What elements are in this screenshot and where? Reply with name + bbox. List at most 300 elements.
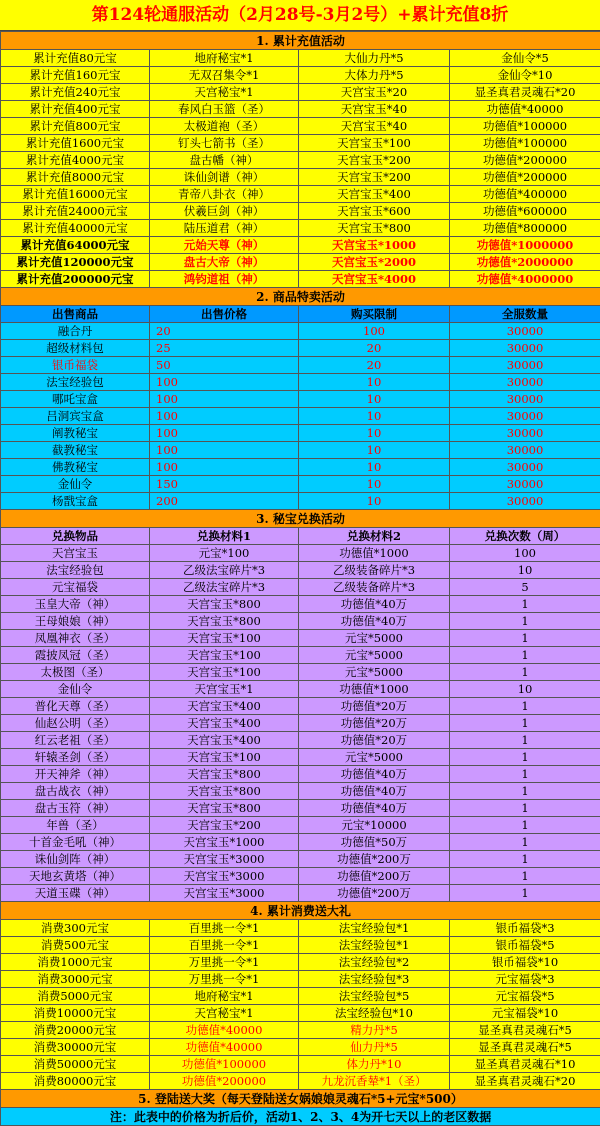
table-cell-3: 元宝*5000 (299, 630, 450, 647)
header-cell-3: 购买限制 (299, 306, 450, 323)
table-cell-2: 元始天尊（神） (150, 237, 299, 254)
table-cell-4: 1 (450, 800, 600, 817)
header-cell-2: 兑换材料1 (150, 528, 299, 545)
table-cell-2: 万里挑一令*1 (150, 971, 299, 988)
table-cell-3: 功德值*40万 (299, 596, 450, 613)
table-cell-3: 10 (299, 493, 450, 510)
header-cell-2: 出售价格 (150, 306, 299, 323)
table-cell-3: 功德值*40万 (299, 613, 450, 630)
table-cell-1: 消费10000元宝 (1, 1005, 150, 1022)
table-cell-3: 天宫宝玉*40 (299, 118, 450, 135)
table-row (1, 118, 600, 135)
table-cell-3: 10 (299, 408, 450, 425)
table-cell-3: 天宫宝玉*200 (299, 152, 450, 169)
table-row (1, 715, 600, 732)
table-cell-3: 元宝*5000 (299, 664, 450, 681)
table-cell-2: 20 (150, 323, 299, 340)
header-cell-1: 出售商品 (1, 306, 150, 323)
table-cell-3: 法宝经验包*3 (299, 971, 450, 988)
table-row (1, 323, 600, 340)
table-cell-4: 功德值*400000 (450, 186, 600, 203)
table-cell-1: 消费5000元宝 (1, 988, 150, 1005)
table-cell-4: 显圣真君灵魂石*5 (450, 1039, 600, 1056)
table-cell-4: 显圣真君灵魂石*20 (450, 1073, 600, 1090)
table-cell-4: 30000 (450, 391, 600, 408)
table-cell-3: 法宝经验包*1 (299, 937, 450, 954)
table-cell-4: 30000 (450, 357, 600, 374)
table-cell-1: 银币福袋 (1, 357, 150, 374)
table-row (1, 562, 600, 579)
table-row (1, 237, 600, 254)
header-cell-4: 全服数量 (450, 306, 600, 323)
table-cell-1: 吕洞宾宝盒 (1, 408, 150, 425)
table-row (1, 647, 600, 664)
table-cell-2: 天宫宝玉*100 (150, 749, 299, 766)
table-cell-4: 显圣真君灵魂石*5 (450, 1022, 600, 1039)
table-row (1, 545, 600, 562)
table-cell-1: 杨戬宝盒 (1, 493, 150, 510)
table-row (1, 1056, 600, 1073)
table-cell-2: 天宫宝玉*3000 (150, 851, 299, 868)
table-cell-2: 春风白玉篮（圣） (150, 101, 299, 118)
table-cell-2: 25 (150, 340, 299, 357)
section2-title: 2. 商品特卖活动 (1, 288, 600, 306)
table-cell-2: 天宫宝玉*100 (150, 664, 299, 681)
table-row (1, 374, 600, 391)
table-cell-3: 天宫宝玉*20 (299, 84, 450, 101)
section4-title: 4. 累计消费送大礼 (1, 902, 600, 920)
table-cell-3: 元宝*5000 (299, 749, 450, 766)
table-row (1, 732, 600, 749)
table-cell-1: 累计充值80元宝 (1, 50, 150, 67)
table-cell-2: 100 (150, 391, 299, 408)
table-row (1, 596, 600, 613)
section5-title: 5. 登陆送大奖（每天登陆送女娲娘娘灵魂石*5+元宝*500） (1, 1090, 600, 1108)
table-cell-1: 累计充值24000元宝 (1, 203, 150, 220)
table-cell-3: 天宫宝玉*4000 (299, 271, 450, 288)
section4-title-row (1, 902, 600, 920)
table-cell-1: 十首金毛吼（神） (1, 834, 150, 851)
table-cell-3: 功德值*200万 (299, 868, 450, 885)
table-cell-4: 元宝福袋*3 (450, 971, 600, 988)
table-cell-4: 显圣真君灵魂石*20 (450, 84, 600, 101)
table-cell-3: 精力丹*5 (299, 1022, 450, 1039)
table-cell-2: 天宫宝玉*400 (150, 715, 299, 732)
table-cell-1: 累计充值240元宝 (1, 84, 150, 101)
table-row (1, 937, 600, 954)
table-row (1, 357, 600, 374)
table-cell-4: 显圣真君灵魂石*10 (450, 1056, 600, 1073)
table-row (1, 101, 600, 118)
table-cell-4: 银币福袋*5 (450, 937, 600, 954)
table-cell-4: 1 (450, 715, 600, 732)
table-cell-4: 功德值*1000000 (450, 237, 600, 254)
table-cell-2: 陆压道君（神） (150, 220, 299, 237)
table-row (1, 783, 600, 800)
table-cell-1: 累计充值64000元宝 (1, 237, 150, 254)
table-cell-1: 佛教秘宝 (1, 459, 150, 476)
table-cell-1: 霞披凤冠（圣） (1, 647, 150, 664)
table-cell-2: 100 (150, 442, 299, 459)
table-cell-3: 100 (299, 323, 450, 340)
table-cell-3: 法宝经验包*10 (299, 1005, 450, 1022)
table-row (1, 579, 600, 596)
table-cell-3: 10 (299, 442, 450, 459)
table-cell-2: 200 (150, 493, 299, 510)
table-cell-3: 功德值*1000 (299, 545, 450, 562)
table-cell-1: 法宝经验包 (1, 562, 150, 579)
header-cell-4: 兑换次数（周） (450, 528, 600, 545)
activity-table (0, 31, 600, 1126)
table-cell-4: 元宝福袋*10 (450, 1005, 600, 1022)
table-cell-3: 天宫宝玉*100 (299, 135, 450, 152)
table-cell-1: 金仙令 (1, 681, 150, 698)
table-row (1, 425, 600, 442)
table-cell-1: 累计充值8000元宝 (1, 169, 150, 186)
table-cell-2: 百里挑一令*1 (150, 937, 299, 954)
table-cell-2: 天宫宝玉*100 (150, 630, 299, 647)
table-cell-2: 盘古幡（神） (150, 152, 299, 169)
table-cell-2: 天宫宝玉*100 (150, 647, 299, 664)
table-row (1, 817, 600, 834)
table-cell-1: 天宫宝玉 (1, 545, 150, 562)
table-cell-1: 累计充值160元宝 (1, 67, 150, 84)
table-row (1, 271, 600, 288)
table-cell-2: 100 (150, 374, 299, 391)
table-row (1, 834, 600, 851)
table-cell-2: 钉头七箭书（圣） (150, 135, 299, 152)
table-cell-1: 累计充值120000元宝 (1, 254, 150, 271)
page-title: 第124轮通服活动（2月28号-3月2号）+累计充值8折 (0, 0, 600, 31)
table-cell-3: 天宫宝玉*400 (299, 186, 450, 203)
table-row (1, 681, 600, 698)
header-cell-1: 兑换物品 (1, 528, 150, 545)
table-cell-3: 功德值*1000 (299, 681, 450, 698)
table-cell-4: 30000 (450, 493, 600, 510)
table-cell-3: 功德值*20万 (299, 698, 450, 715)
table-cell-2: 50 (150, 357, 299, 374)
table-cell-1: 红云老祖（圣） (1, 732, 150, 749)
table-cell-4: 100 (450, 545, 600, 562)
table-cell-3: 天宫宝玉*200 (299, 169, 450, 186)
table-cell-1: 太极图（圣） (1, 664, 150, 681)
table-cell-3: 元宝*10000 (299, 817, 450, 834)
table-cell-3: 10 (299, 459, 450, 476)
table-row (1, 220, 600, 237)
table-cell-4: 功德值*2000000 (450, 254, 600, 271)
table-row (1, 800, 600, 817)
table-cell-4: 30000 (450, 425, 600, 442)
table-cell-1: 阐教秘宝 (1, 425, 150, 442)
header-row (1, 306, 600, 323)
table-row (1, 664, 600, 681)
table-cell-1: 截教秘宝 (1, 442, 150, 459)
table-cell-2: 乙级法宝碎片*3 (150, 579, 299, 596)
table-cell-1: 哪吒宝盒 (1, 391, 150, 408)
table-cell-2: 青帝八卦衣（神） (150, 186, 299, 203)
table-cell-4: 30000 (450, 408, 600, 425)
table-row (1, 1073, 600, 1090)
table-cell-4: 功德值*40000 (450, 101, 600, 118)
section3-title: 3. 秘宝兑换活动 (1, 510, 600, 528)
table-cell-2: 天宫宝玉*3000 (150, 868, 299, 885)
table-cell-1: 累计充值200000元宝 (1, 271, 150, 288)
section2-title-row (1, 288, 600, 306)
table-row (1, 84, 600, 101)
table-row (1, 67, 600, 84)
header-cell-3: 兑换材料2 (299, 528, 450, 545)
table-cell-2: 150 (150, 476, 299, 493)
table-cell-3: 天宫宝玉*2000 (299, 254, 450, 271)
table-cell-1: 消费50000元宝 (1, 1056, 150, 1073)
table-row (1, 152, 600, 169)
table-cell-3: 天宫宝玉*600 (299, 203, 450, 220)
table-cell-4: 功德值*4000000 (450, 271, 600, 288)
table-cell-3: 10 (299, 374, 450, 391)
table-row (1, 1005, 600, 1022)
table-cell-3: 元宝*5000 (299, 647, 450, 664)
table-row (1, 988, 600, 1005)
table-cell-3: 20 (299, 357, 450, 374)
table-cell-2: 天宫宝玉*3000 (150, 885, 299, 902)
table-cell-1: 消费3000元宝 (1, 971, 150, 988)
table-cell-2: 天宫宝玉*400 (150, 732, 299, 749)
table-cell-2: 天宫宝玉*800 (150, 766, 299, 783)
table-cell-1: 元宝福袋 (1, 579, 150, 596)
table-row (1, 50, 600, 67)
table-cell-2: 万里挑一令*1 (150, 954, 299, 971)
table-row (1, 885, 600, 902)
table-cell-4: 30000 (450, 476, 600, 493)
table-cell-3: 仙力丹*5 (299, 1039, 450, 1056)
table-cell-4: 1 (450, 613, 600, 630)
table-cell-3: 功德值*200万 (299, 885, 450, 902)
table-cell-4: 10 (450, 562, 600, 579)
table-cell-2: 天宫宝玉*400 (150, 698, 299, 715)
table-cell-2: 100 (150, 459, 299, 476)
table-cell-4: 功德值*100000 (450, 118, 600, 135)
table-cell-1: 消费300元宝 (1, 920, 150, 937)
table-cell-2: 天宫宝玉*800 (150, 596, 299, 613)
table-cell-3: 九龙沉香辇*1（圣） (299, 1073, 450, 1090)
footer-note: 注：此表中的价格为折后价，活动1、2、3、4为开七天以上的老区数据 (1, 1108, 600, 1126)
table-cell-1: 累计充值4000元宝 (1, 152, 150, 169)
table-cell-4: 1 (450, 885, 600, 902)
table-cell-1: 凤凰神衣（圣） (1, 630, 150, 647)
table-cell-3: 大仙力丹*5 (299, 50, 450, 67)
table-cell-2: 太极道袍（圣） (150, 118, 299, 135)
table-row (1, 698, 600, 715)
table-cell-4: 1 (450, 851, 600, 868)
table-cell-2: 百里挑一令*1 (150, 920, 299, 937)
table-row (1, 459, 600, 476)
table-cell-1: 消费30000元宝 (1, 1039, 150, 1056)
table-cell-1: 法宝经验包 (1, 374, 150, 391)
table-cell-4: 功德值*200000 (450, 169, 600, 186)
table-cell-4: 30000 (450, 323, 600, 340)
table-row (1, 1039, 600, 1056)
table-cell-2: 鸿钧道祖（神） (150, 271, 299, 288)
table-cell-3: 天宫宝玉*1000 (299, 237, 450, 254)
table-cell-4: 功德值*600000 (450, 203, 600, 220)
table-cell-1: 累计充值40000元宝 (1, 220, 150, 237)
table-cell-2: 天宫宝玉*1 (150, 681, 299, 698)
table-cell-3: 功德值*20万 (299, 732, 450, 749)
table-cell-1: 诛仙剑阵（神） (1, 851, 150, 868)
table-cell-2: 功德值*200000 (150, 1073, 299, 1090)
table-cell-4: 1 (450, 630, 600, 647)
table-cell-1: 盘古战衣（神） (1, 783, 150, 800)
table-row (1, 186, 600, 203)
table-row (1, 135, 600, 152)
table-row (1, 254, 600, 271)
section3-title-row (1, 510, 600, 528)
table-row (1, 868, 600, 885)
table-cell-4: 功德值*200000 (450, 152, 600, 169)
table-cell-1: 王母娘娘（神） (1, 613, 150, 630)
table-cell-2: 功德值*100000 (150, 1056, 299, 1073)
table-cell-3: 功德值*200万 (299, 851, 450, 868)
table-cell-2: 天宫宝玉*200 (150, 817, 299, 834)
table-row (1, 169, 600, 186)
table-cell-3: 法宝经验包*5 (299, 988, 450, 1005)
table-cell-2: 天宫宝玉*800 (150, 783, 299, 800)
table-cell-4: 1 (450, 766, 600, 783)
table-cell-3: 20 (299, 340, 450, 357)
table-cell-1: 年兽（圣） (1, 817, 150, 834)
table-cell-4: 30000 (450, 374, 600, 391)
table-cell-2: 100 (150, 425, 299, 442)
table-cell-4: 30000 (450, 442, 600, 459)
table-cell-3: 功德值*40万 (299, 800, 450, 817)
table-cell-1: 消费80000元宝 (1, 1073, 150, 1090)
table-row (1, 920, 600, 937)
table-cell-4: 金仙令*10 (450, 67, 600, 84)
table-cell-4: 元宝福袋*5 (450, 988, 600, 1005)
table-cell-1: 盘古玉符（神） (1, 800, 150, 817)
table-cell-3: 体力丹*10 (299, 1056, 450, 1073)
table-cell-1: 累计充值800元宝 (1, 118, 150, 135)
table-cell-4: 功德值*800000 (450, 220, 600, 237)
table-cell-2: 天宫宝玉*1000 (150, 834, 299, 851)
table-row (1, 971, 600, 988)
table-cell-4: 金仙令*5 (450, 50, 600, 67)
table-row (1, 408, 600, 425)
footer-note-row (1, 1108, 600, 1126)
table-cell-4: 30000 (450, 340, 600, 357)
table-cell-3: 大体力丹*5 (299, 67, 450, 84)
table-cell-4: 1 (450, 834, 600, 851)
table-cell-3: 功德值*40万 (299, 766, 450, 783)
table-cell-2: 100 (150, 408, 299, 425)
table-row (1, 476, 600, 493)
table-cell-1: 累计充值16000元宝 (1, 186, 150, 203)
table-cell-2: 功德值*40000 (150, 1022, 299, 1039)
table-cell-1: 仙赵公明（圣） (1, 715, 150, 732)
table-cell-1: 玉皇大帝（神） (1, 596, 150, 613)
table-cell-2: 功德值*40000 (150, 1039, 299, 1056)
table-cell-1: 轩辕圣剑（圣） (1, 749, 150, 766)
table-row (1, 493, 600, 510)
table-cell-2: 伏羲巨剑（神） (150, 203, 299, 220)
table-row (1, 340, 600, 357)
table-row (1, 203, 600, 220)
table-cell-1: 累计充值400元宝 (1, 101, 150, 118)
table-cell-3: 功德值*50万 (299, 834, 450, 851)
table-cell-3: 乙级装备碎片*3 (299, 579, 450, 596)
table-row (1, 954, 600, 971)
table-cell-3: 10 (299, 476, 450, 493)
table-cell-4: 功德值*100000 (450, 135, 600, 152)
table-cell-4: 1 (450, 664, 600, 681)
table-row (1, 851, 600, 868)
table-cell-3: 功德值*20万 (299, 715, 450, 732)
section1-title-row (1, 32, 600, 50)
header-row (1, 528, 600, 545)
table-cell-3: 天宫宝玉*40 (299, 101, 450, 118)
section1-title: 1. 累计充值活动 (1, 32, 600, 50)
table-cell-1: 融合丹 (1, 323, 150, 340)
table-cell-1: 累计充值1600元宝 (1, 135, 150, 152)
table-cell-4: 1 (450, 647, 600, 664)
table-cell-2: 天宫宝玉*800 (150, 613, 299, 630)
table-cell-1: 天道玉碟（神） (1, 885, 150, 902)
table-cell-2: 天宫秘宝*1 (150, 84, 299, 101)
table-row (1, 766, 600, 783)
table-cell-1: 消费1000元宝 (1, 954, 150, 971)
table-cell-4: 30000 (450, 459, 600, 476)
table-row (1, 630, 600, 647)
table-cell-4: 1 (450, 817, 600, 834)
table-cell-4: 1 (450, 732, 600, 749)
table-row (1, 1022, 600, 1039)
table-row (1, 391, 600, 408)
table-cell-2: 地府秘宝*1 (150, 988, 299, 1005)
table-cell-1: 金仙令 (1, 476, 150, 493)
table-cell-1: 消费20000元宝 (1, 1022, 150, 1039)
table-cell-4: 银币福袋*3 (450, 920, 600, 937)
section5-title-row (1, 1090, 600, 1108)
table-cell-1: 超级材料包 (1, 340, 150, 357)
table-cell-2: 盘古大帝（神） (150, 254, 299, 271)
table-cell-2: 无双召集令*1 (150, 67, 299, 84)
table-cell-4: 1 (450, 783, 600, 800)
table-cell-3: 法宝经验包*2 (299, 954, 450, 971)
table-row (1, 442, 600, 459)
table-cell-2: 元宝*100 (150, 545, 299, 562)
table-cell-2: 诛仙剑谱（神） (150, 169, 299, 186)
table-cell-2: 天宫秘宝*1 (150, 1005, 299, 1022)
table-cell-3: 10 (299, 425, 450, 442)
table-cell-4: 银币福袋*10 (450, 954, 600, 971)
table-cell-4: 5 (450, 579, 600, 596)
table-cell-1: 天地玄黄塔（神） (1, 868, 150, 885)
table-cell-2: 地府秘宝*1 (150, 50, 299, 67)
table-cell-1: 普化天尊（圣） (1, 698, 150, 715)
table-cell-1: 消费500元宝 (1, 937, 150, 954)
table-cell-4: 1 (450, 868, 600, 885)
table-cell-4: 1 (450, 749, 600, 766)
table-row (1, 749, 600, 766)
table-cell-4: 10 (450, 681, 600, 698)
table-cell-2: 天宫宝玉*800 (150, 800, 299, 817)
table-cell-3: 功德值*40万 (299, 783, 450, 800)
table-cell-1: 开天神斧（神） (1, 766, 150, 783)
table-cell-4: 1 (450, 596, 600, 613)
table-cell-2: 乙级法宝碎片*3 (150, 562, 299, 579)
table-cell-4: 1 (450, 698, 600, 715)
table-cell-3: 天宫宝玉*800 (299, 220, 450, 237)
